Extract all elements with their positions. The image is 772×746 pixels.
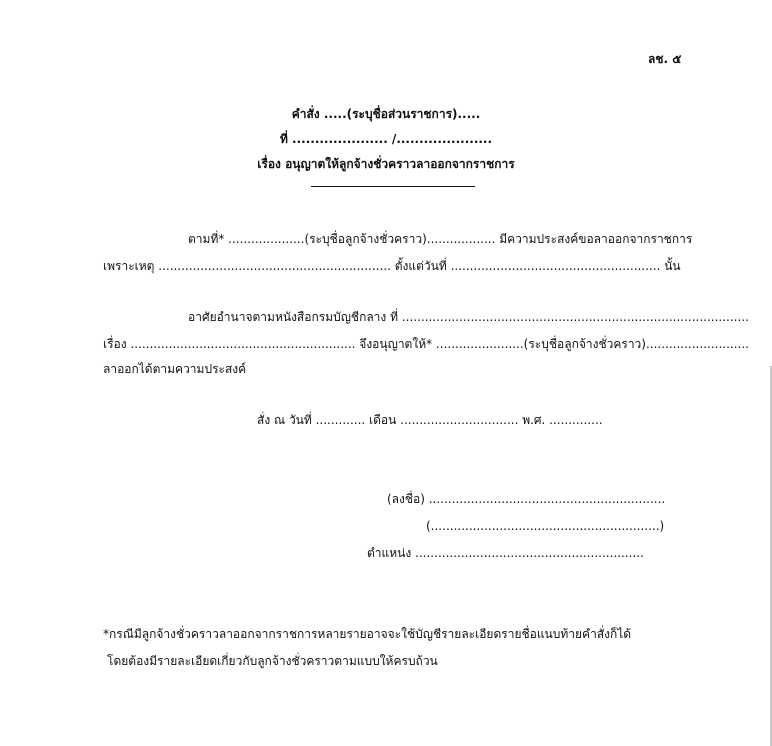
paragraph-2-line-2: เรื่อง ........................................................... จึงอนุญาตให้* .......................(ระบุชื่อลูกจ้างชั่วคราว)........................... (103, 337, 749, 351)
paragraph-1-line-2: เพราะเหตุ ............................................................. ตั้งแต่วันที่ ....................................................... นั้น (103, 259, 681, 273)
signer-name-line: (............................................................) (426, 519, 665, 533)
footnote-line-1: *กรณีมีลูกจ้างชั่วคราวลาออกจากราชการหลายรายอาจจะใช้บัญชีรายละเอียดรายชื่อแนบท้ายคำสั่งก็ได้ (103, 627, 632, 641)
title-underline (311, 186, 475, 187)
order-title: คำสั่ง .....(ระบุชื่อส่วนราชการ)..... (291, 107, 481, 121)
paragraph-1-line-1: ตามที่* ....................(ระบุชื่อลูกจ้างชั่วคราว).................. มีความประสงค์ขอลาออกจากราชการ (188, 232, 693, 246)
order-number: ที่ ..................... /..................... (279, 132, 493, 146)
signer-position-line: ตำแหน่ง ............................................................ (367, 546, 644, 560)
form-code: ลช. ๕ (648, 52, 682, 66)
paragraph-2-line-3: ลาออกได้ตามความประสงค์ (103, 362, 247, 376)
signature-line: (ลงชื่อ) .............................................................. (387, 492, 666, 506)
subject-title: เรื่อง อนุญาตให้ลูกจ้างชั่วคราวลาออกจากราชการ (257, 157, 515, 171)
paragraph-2-line-1: อาศัยอำนาจตามหนังสือกรมบัญชีกลาง ที่ ........................................................................................... (188, 310, 749, 324)
footnote-line-2: โดยต้องมีรายละเอียดเกี่ยวกับลูกจ้างชั่วคราวตามแบบให้ครบถ้วน (107, 654, 438, 668)
order-date-line: สั่ง ณ วันที่ ............. เดือน ............................... พ.ศ. .............. (257, 413, 603, 427)
